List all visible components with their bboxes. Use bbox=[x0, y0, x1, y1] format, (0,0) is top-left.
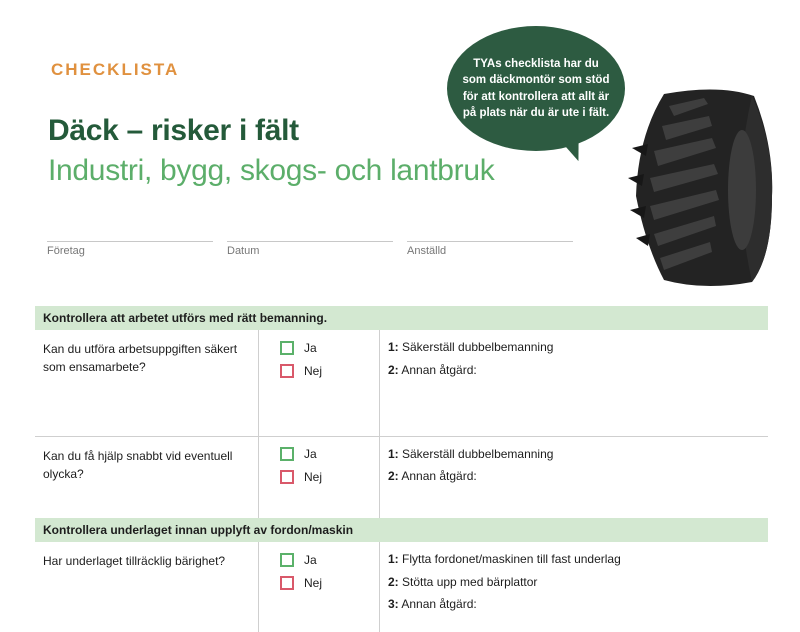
option-yes[interactable] bbox=[280, 552, 378, 567]
checkbox-no[interactable] bbox=[280, 576, 294, 590]
option-no[interactable] bbox=[280, 470, 378, 485]
speech-bubble-text: TYAs checklista har du som däckmontör som stöd för att kontrollera att allt är på plats när du är ute i fält. bbox=[462, 57, 610, 119]
section-header-staffing bbox=[35, 306, 768, 330]
checklist-kicker: CHECKLISTA bbox=[51, 60, 180, 79]
action-item: 3: Annan åtgärd: bbox=[388, 597, 477, 611]
action-item: 1: Flytta fordonet/maskinen till fast underlag bbox=[388, 552, 621, 566]
question-text: Kan du utföra arbetsuppgiften säkert som ensamarbete? bbox=[35, 330, 259, 436]
tire-illustration bbox=[624, 86, 774, 291]
checkbox-yes[interactable] bbox=[280, 341, 294, 355]
field-date[interactable] bbox=[227, 241, 393, 257]
checklist-row bbox=[35, 330, 768, 436]
field-date-label: Datum bbox=[227, 245, 260, 257]
option-yes[interactable] bbox=[280, 340, 378, 355]
question-text: Har underlaget tillräcklig bärighet? bbox=[43, 554, 226, 568]
checkbox-no[interactable] bbox=[280, 470, 294, 484]
field-employee-label: Anställd bbox=[407, 245, 447, 257]
section-title: Kontrollera att arbetet utförs med rätt bemanning. bbox=[35, 306, 768, 330]
action-item: 2: Stötta upp med bärplattor bbox=[388, 574, 538, 589]
option-no[interactable] bbox=[280, 575, 378, 590]
checkbox-yes[interactable] bbox=[280, 447, 294, 461]
option-no[interactable] bbox=[280, 363, 378, 378]
option-no-label: Nej bbox=[304, 575, 323, 590]
option-no-label: Nej bbox=[304, 363, 323, 378]
action-item: 2: Annan åtgärd: bbox=[388, 362, 477, 377]
checkbox-no[interactable] bbox=[280, 364, 294, 378]
field-company[interactable] bbox=[47, 241, 213, 257]
option-yes-label: Ja bbox=[304, 447, 317, 461]
field-employee[interactable] bbox=[407, 241, 573, 257]
speech-bubble bbox=[447, 26, 625, 151]
answer-options bbox=[259, 542, 380, 632]
actions bbox=[380, 330, 769, 436]
answer-options bbox=[259, 436, 380, 518]
page-subtitle: Industri, bygg, skogs- och lantbruk bbox=[48, 154, 495, 187]
option-no-label: Nej bbox=[304, 470, 323, 484]
question-text: Kan du få hjälp snabbt vid eventuell olycka? bbox=[43, 448, 233, 481]
page-title: Däck – risker i fält bbox=[48, 114, 299, 147]
checklist-table bbox=[35, 306, 768, 632]
option-yes-label: Ja bbox=[304, 552, 317, 567]
checklist-row bbox=[35, 436, 768, 518]
action-item: 1: Säkerställ dubbelbemanning bbox=[388, 340, 554, 354]
section-header-ground bbox=[35, 518, 768, 542]
checkbox-yes[interactable] bbox=[280, 553, 294, 567]
action-item: 1: Säkerställ dubbelbemanning bbox=[388, 446, 554, 461]
section-title: Kontrollera underlaget innan upplyft av fordon/maskin bbox=[35, 518, 768, 542]
checklist-row bbox=[35, 542, 768, 632]
field-company-label: Företag bbox=[47, 245, 85, 257]
option-yes[interactable] bbox=[280, 447, 378, 462]
actions bbox=[380, 436, 769, 518]
actions bbox=[380, 542, 769, 632]
answer-options bbox=[259, 330, 380, 436]
option-yes-label: Ja bbox=[304, 340, 317, 355]
action-item: 2: Annan åtgärd: bbox=[388, 469, 477, 483]
